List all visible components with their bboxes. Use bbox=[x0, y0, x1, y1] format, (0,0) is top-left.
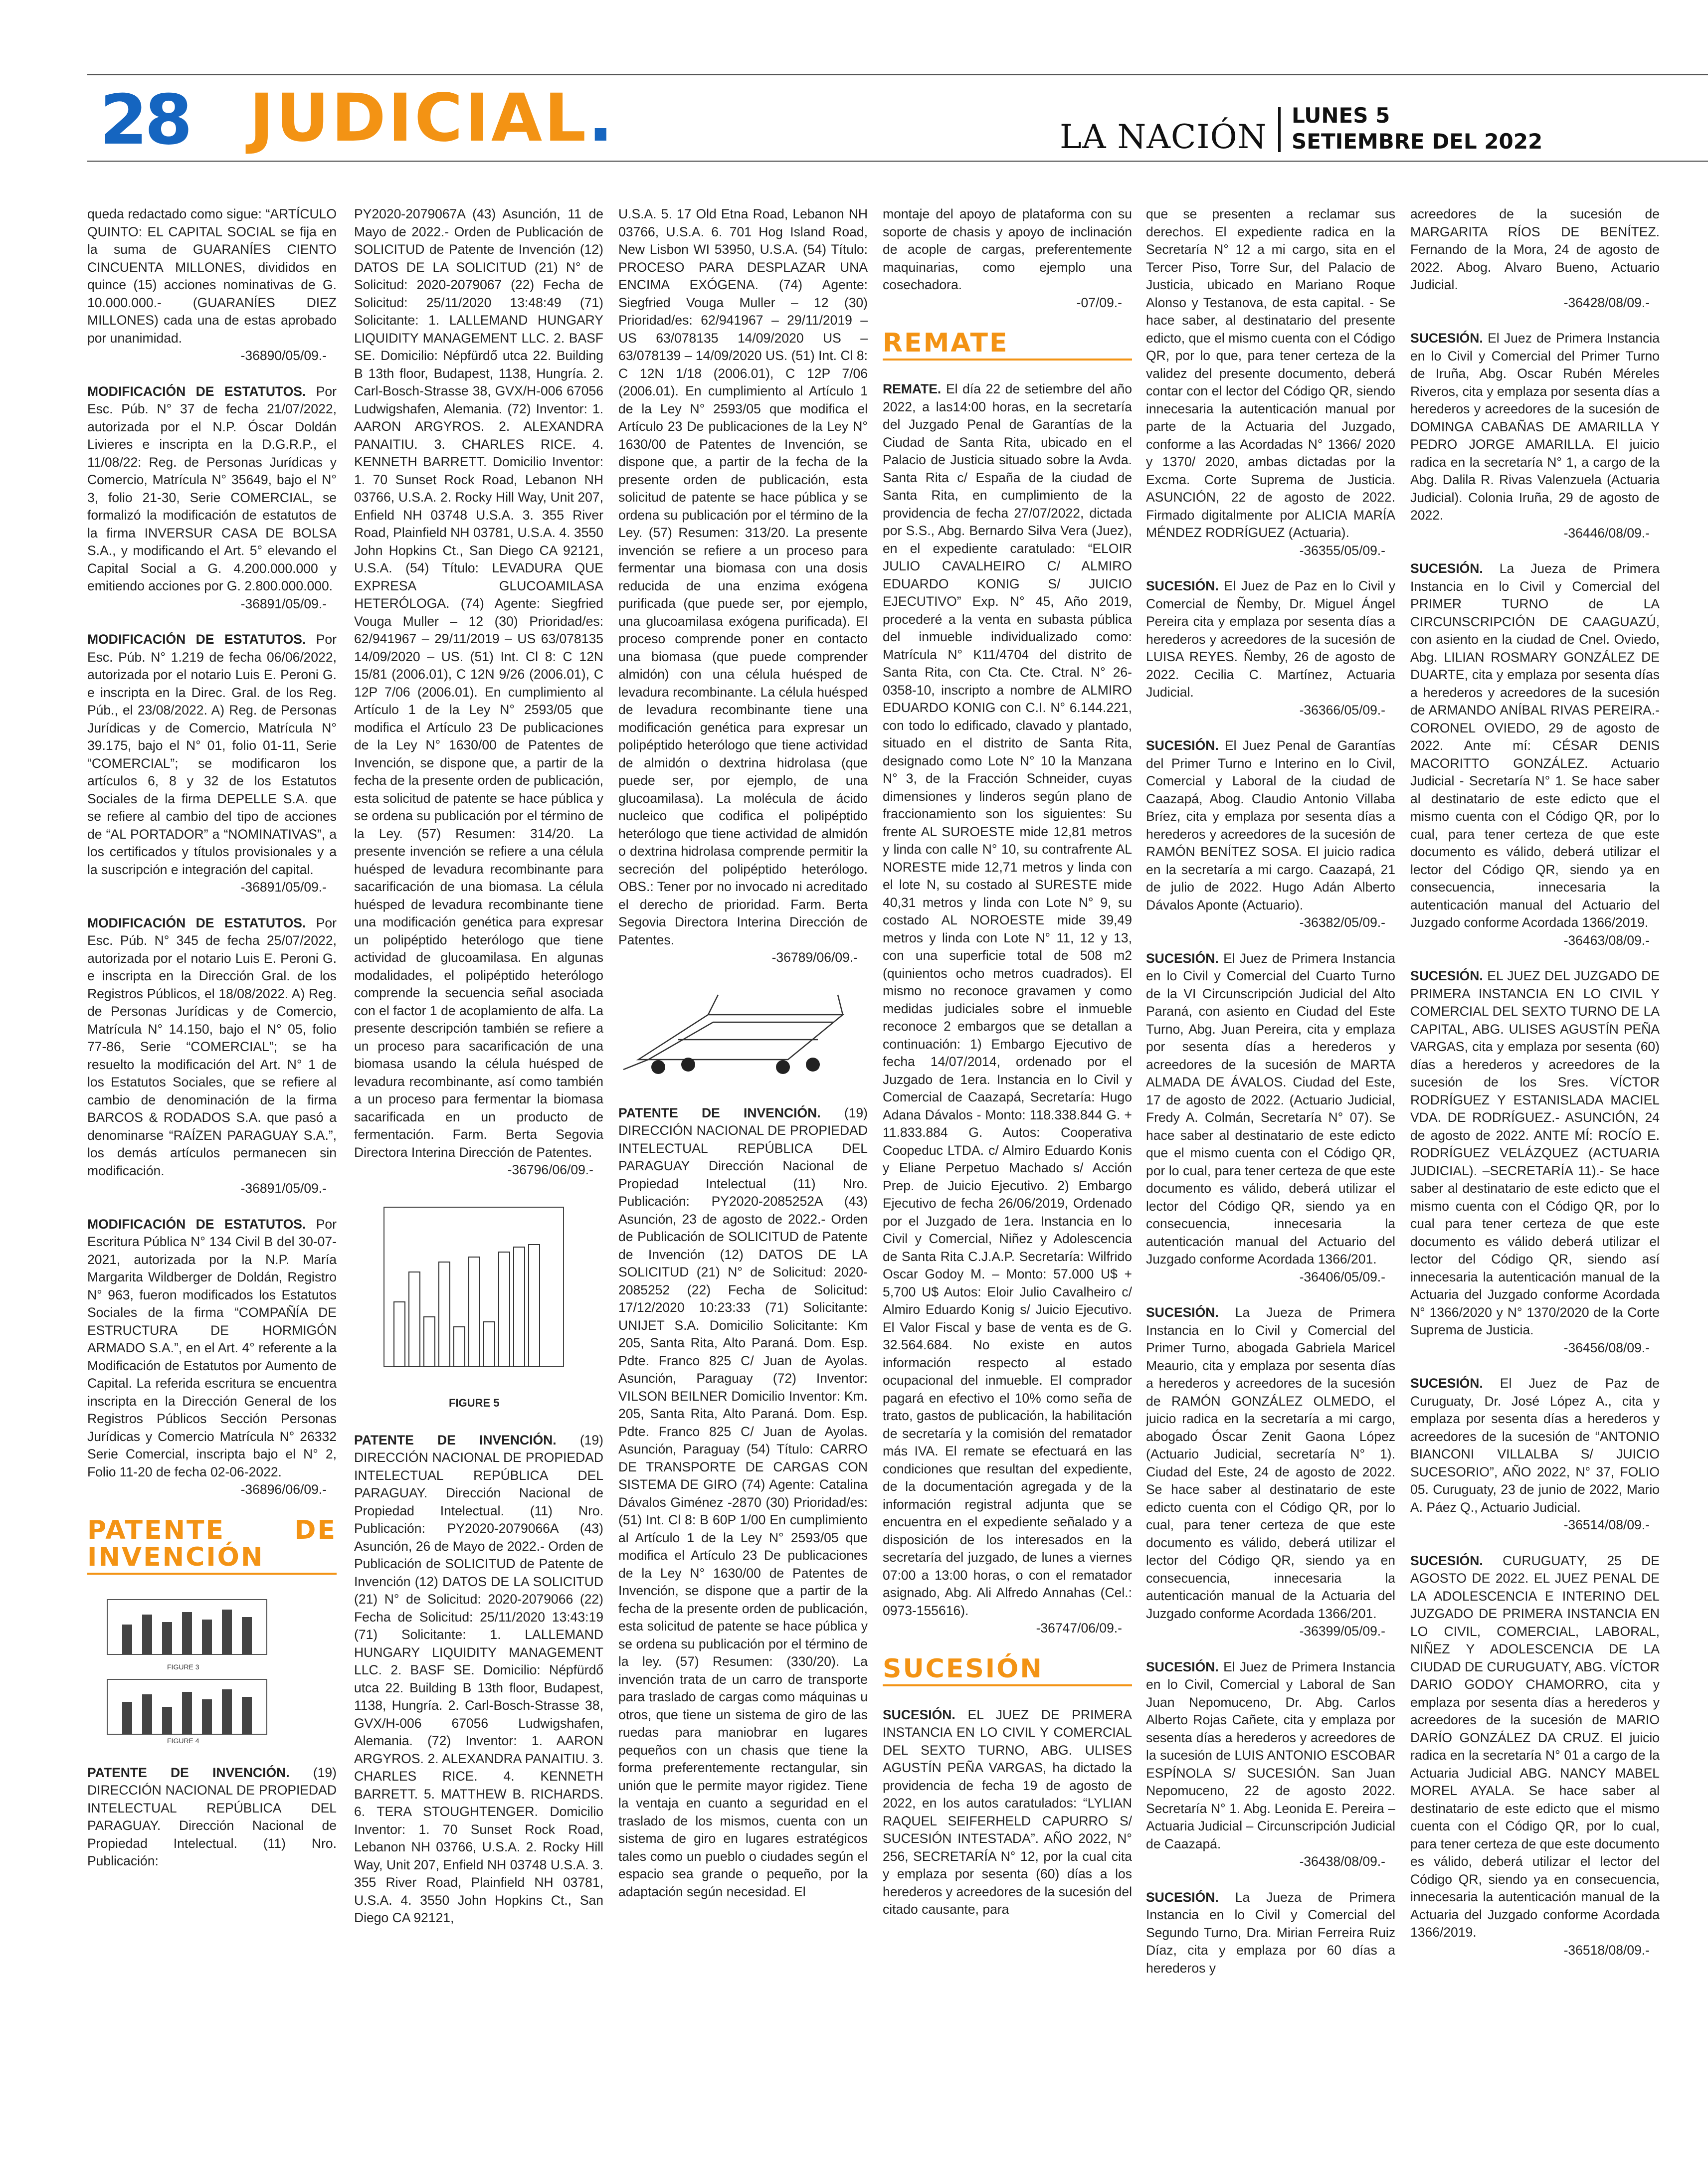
notice-text: (19) DIRECCIÓN NACIONAL DE PROPIEDAD INTELECTUAL REPÚBLICA DEL PARAGUAY Dirección Nacional de Propiedad Intelectual (11) Nro. Publicación: PY2020-2085252A (43) Asunción, 23 de agosto de 2022.- Orden de Publicación de SOLICITUD de Patente de Invención (12) DATOS DE LA SOLICITUD (21) N° de Solicitud: 2020-2085252 (22) Fecha de Solicitud: 17/12/2020 10:23:33 (71) Solicitante: UNIJET S.A. Domicilio Solicitante: Km 205, Santa Rita, Alto Paraná. Dom. Esp. Pdte. Franco 825 C/ Juan de Ayolas. Asunción, Paraguay (72) Inventor: VILSON BEILNER Domicilio Inventor: Km. 205, Santa Rita, Alto Paraná. Dom. Esp. Pdte. Franco 825 C/ Juan de Ayolas. Asunción, Paraguay (54) Título: CARRO DE TRANSPORTE DE CARGAS CON SISTEMA DE GIRO (74) Agente: Catalina Dávalos Giménez -2870 (30) Prioridad/es: (51) Int. Cl 8: B 60P 1/00 En cumplimiento al Artículo 1 de la Ley N° 2593/05 que modifica el Artículo 23 De publicaciones de la Ley N° 1630/00 de Patentes de Invención, se dispone que a partir de la fecha de la presente orden de publicación, esta solicitud de patente se hace pública y se ordena su publicación por el término de la ley. (57) Resumen: (330/20). La invención trata de un carro de transporte para traslado de cargas como máquinas u otros, que tiene un sistema de giro de las ruedas para maniobrar en lugares pequeños con un chasis que tiene la forma preferentemente rectangular, sin unión que le permite mayor rigidez. Tiene la ventaja en cuanto a seguridad en el traslado de los mismos, cuenta con un sistema de giro en lugares estratégicos tales como un pueblo o ciudades según el espacio sea grande o pequeño, por la adaptación según necesidad. El bbox=[618, 1105, 868, 1899]
column-1 bbox=[87, 205, 337, 2150]
notice-text: que se presenten a reclamar sus derechos. El expediente radica en la Secretaría N° 12 a mi cargo, sita en el Tercer Piso, Torre Sur, del Palacio de Justicia, ubicado en Mariano Roque Alonso y Testanova, de esta capital. - Se hace saber, al destinatario del presente edicto, que el mismo cuenta con el Código QR, por lo que, para tener certeza de la validez del presente documento, deberá contar con el lector del Código QR, siendo innecesaria la autenticación manual por parte de la Actuaria del Juzgado, conforme a las Acordadas N° 1366/ 2020 y 1370/ 2020, ambas dictadas por la Excma. Corte Suprema de Justicia. ASUNCIÓN, 22 de agosto de 2022. Firmado digitalmente por ALICIA MARÍA MÉNDEZ RODRÍGUEZ (Actuaria). bbox=[1146, 206, 1395, 540]
notice-text: El Juez de Primera Instancia en lo Civil, Comercial y Laboral de San Juan Nepomuceno, Dr. Abg. Carlos Alberto Rojas Cañete, cita y emplaza por sesenta días a herederos y acreedores de la sucesión de LUIS ANTONIO ESCOBAR ESPÍNOLA S/ SUCESIÓN. San Juan Nepomuceno, 22 de agosto 2022. Secretaría N° 1. Abg. Leonida E. Pereira – Actuaria Judicial – Circunscripción Judicial de Caazapá. bbox=[1146, 1659, 1395, 1851]
notice-paragraph bbox=[1410, 967, 1660, 1357]
notice-text: EL JUEZ DE PRIMERA INSTANCIA EN LO CIVIL Y COMERCIAL DEL SEXTO TURNO, ABG. ULISES AGUSTÍN PEÑA VARGAS, ha dictado la providencia de fecha 19 de agosto de 2022, en los autos caratulados: “LYLIAN RAQUEL SEIFERHELD CAPURRO S/ SUCESIÓN INTESTADA”. AÑO 2022, N° 256, SECRETARÍA N° 12, por la cual cita y emplaza por sesenta (60) días a los herederos y acreedores de la sucesión del citado causante, para bbox=[883, 1707, 1132, 1917]
notice-text: El Juez Penal de Garantías del Primer Turno e Interino en lo Civil, Comercial y Laboral de la ciudad de Caazapá, Abog. Claudio Antonio Villaba Bríez, cita y emplaza por sesenta días a herederos y acreedores de la sucesión de RAMÓN BENÍTEZ SOSA. El juicio radica en la secretaría a mi cargo. Caazapá, 21 de julio de 2022. Hugo Adán Alberto Dávalos Aponte (Actuario). bbox=[1146, 738, 1395, 912]
notice-text: acreedores de la sucesión de MARGARITA RÍOS DE BENÍTEZ. Fernando de la Mora, 24 de agosto de 2022. Abog. Alvaro Bueno, Actuario Judicial. bbox=[1410, 206, 1660, 292]
notice-heading: MODIFICACIÓN DE ESTATUTOS. bbox=[87, 1216, 306, 1232]
column-6 bbox=[1410, 205, 1660, 2150]
newspaper-logo: LA NACIÓN bbox=[1060, 118, 1267, 156]
notice-text: La Jueza de Primera Instancia en lo Civil y Comercial del PRIMER TURNO de LA CIRCUNSCRIPCIÓN DE CAAGUAZÚ, con asiento en la ciudad de Cnel. Oviedo, Abg. LILIAN ROSMARY GONZÁLEZ DE DUARTE, cita y emplaza por sesenta días a herederos y acreedores de la sucesión de ARMANDO ANÍBAL RIVAS PEREIRA.- CORONEL OVIEDO, 29 de agosto de 2022. Ante mí: CÉSAR DENIS MACORITTO GONZÁLEZ. Actuario Judicial - Secretaría N° 1. Se hace saber al destinatario de este edicto que el mismo cuenta con el Código QR, por lo cual, para tener certeza de que este documento es válido, deberá utilizar el lector del Código QR, siendo ya en consecuencia, innecesaria la autenticación manual del Actuario del Juzgado conforme Acordada 1366/2019. bbox=[1410, 561, 1660, 930]
notice-text: La Jueza de Primera Instancia en lo Civil y Comercial del Primer Turno, abogada Gabriela Maricel Meaurio, cita y emplaza por sesenta días a herederos y acreedores de la sucesión de RAMÓN GONZÁLEZ OLMEDO, el juicio radica en la secretaría a mi cargo, abogado Óscar Zenit Gaona López (Actuario Judicial, secretaría N° 1). Ciudad del Este, 24 de agosto de 2022. Se hace saber al destinatario de este edicto cuenta con el Código QR, por lo cual, para tener certeza de que este documento es válido, deberá utilizar el lector del Código QR, siendo ya en consecuencia, innecesaria la autenticación manual de la Actuaria del Juzgado conforme Acordada 1366/201. bbox=[1146, 1305, 1395, 1621]
notice-ref: -36891/05/09.- bbox=[240, 1181, 327, 1196]
notice-text: El Juez de Primera Instancia en lo Civil y Comercial del Primer Turno de Iruña, Abg. Oscar Rubén Méreles Riveros, cita y emplaza por sesenta días a herederos y acreedores de la sucesión de DOMINGA CABAÑAS DE AMARILLA Y PEDRO JORGE AMARILLA. El juicio radica en la secretaría N° 1, a cargo de la Abg. Dalila R. Rivas Valenzuela (Actuaria Judicial). Colonia Iruña, 29 de agosto de 2022. bbox=[1410, 331, 1660, 523]
notice-paragraph bbox=[1146, 737, 1395, 932]
top-rule bbox=[87, 74, 1708, 75]
notice-heading: SUCESIÓN. bbox=[1146, 950, 1219, 966]
notice-paragraph bbox=[87, 631, 337, 897]
notice-heading: MODIFICACIÓN DE ESTATUTOS. bbox=[87, 383, 306, 399]
notice-text: montaje del apoyo de plataforma con su soporte de chasis y apoyo de inclinación de acople de cargas, preferentemente maquinarias, como ejemplo una cosechadora. bbox=[883, 206, 1132, 292]
notice-heading: SUCESIÓN. bbox=[1146, 1305, 1219, 1320]
column-5 bbox=[1146, 205, 1395, 2150]
notice-ref: -36896/06/09.- bbox=[240, 1482, 327, 1497]
notice-ref: -36796/06/09.- bbox=[507, 1162, 593, 1177]
notice-heading: SUCESIÓN. bbox=[1146, 1659, 1219, 1674]
notice-heading: SUCESIÓN. bbox=[1410, 1553, 1483, 1568]
notice-heading: REMATE. bbox=[883, 381, 942, 396]
notice-text: El Juez de Paz en lo Civil y Comercial de Ñemby, Dr. Miguel Ángel Pereira cita y emplaza por sesenta días a herederos y acreedores de la sucesión de LUISA REYES. Ñemby, 26 de agosto de 2022. Cecilia C. Martínez, Actuaria Judicial. bbox=[1146, 578, 1395, 700]
notice-text: Por Escritura Pública N° 134 Civil B del 30-07-2021, autorizada por la N.P. María Margarita Wildberger de Doldán, Registro N° 963, fueron modificados los Estatutos Sociales de la firma “COMPAÑÍA DE ESTRUCTURA DE HORMIGÓN ARMADO S.A.”, en el Art. 4° referente a la Modificación de Estatutos por Aumento de Capital. La referida escritura se encuentra inscripta en la Dirección General de los Registros Públicos Sección Personas Jurídicas y Comercio Matrícula N° 26332 Serie Comercial, inscripta bajo el N° 2, Folio 11-20 de fecha 02-06-2022. bbox=[87, 1216, 337, 1479]
column-2 bbox=[354, 205, 603, 2150]
page-number: 28 bbox=[100, 80, 190, 160]
notice-paragraph bbox=[354, 1432, 603, 1927]
notice-text: El día 22 de setiembre del año 2022, a las14:00 horas, en la secretaría del Juzgado Penal de Garantías de la Ciudad de Santa Rita, ubicado en el Palacio de Justicia situado sobre la Avda. Santa Rita c/ España de la ciudad de Santa Rita, en cumplimiento de la providencia de fecha 27/07/2022, dictada por S.S., Abg. Bernardo Silva Vera (Juez), en el expediente caratulado: “ELOIR JULIO CAVALHEIRO C/ ALMIRO EDUARDO KONIG S/ JUICIO EJECUTIVO” Exp. N° 45, Año 2019, procederé a la venta en subasta pública del inmueble individualizado como: Matrícula N° K11/4704 del distrito de Santa Rita, con Cta. Cte. Ctral. N° 26-0358-10, inscripto a nombre de ALMIRO EDUARDO KONIG con C.I. N° 6.144.221, con todo lo edificado, clavado y plantado, situado en el distrito de Santa Rita, designado como Lote N° 10 la Manzana N° 3, de la Fracción Schneider, cuyas dimensiones y linderos según plano de fraccionamiento son los siguientes: Su frente AL SUROESTE mide 12,81 metros y linda con calle N° 10, su contrafrente AL NORESTE mide 12,71 metros y linda con el lote N, su costado al SURESTE mide 40,31 metros y linda con Lote N° 9, su costado AL NOROESTE mide 39,49 metros y linda con Lote N° 11, 12 y 13, con una superficie total de 508 m2 (quinientos ocho metros cuadrados). El mismo no reconoce gravamen y como medidas judiciales sobre el inmueble reconoce 2 embargos que se detallan a continuación: 1) Embargo Ejecutivo de fecha 14/07/2014, ordenado por el Juzgado de 1era. Instancia en lo Civil y Comercial de Caazapá, Secretaría: Hugo Adana Dávalos - Monto: 118.338.844 G. + 11.833.884 G. Autos: Cooperativa Coopeduc LTDA. c/ Almiro Eduardo Konis y Eliane Perpetuo Machado s/ Acción Prep. de Juicio Ejecutivo. 2) Embargo Ejecutivo de fecha 26/06/2019, Ordenado por el Juzgado de 1era. Instancia en lo Civil y Comercial, Niñez y Adolescencia de Santa Rita C.J.A.P. Secretaría: Wilfrido Oscar Godoy M. – Monto: 57.000 U$ + 5,700 U$ Autos: Eloir Julio Cavalheiro c/ Almiro Eduardo Konig s/ Juicio Ejecutivo. El Valor Fiscal y base de venta es de G. 32.564.684. No existe en autos información respecto al estado ocupacional del inmueble. El comprador pagará en efectivo el 10% como seña de trato, gastos de publicación, la habilitación de secretaría y la comisión del rematador más IVA. El remate se efectuará en las condiciones que resultan del expediente, de la documentación agregada y de la información registral adjunta que se encuentra en el expediente señalado y a disposición de los interesados en la secretaría del juzgado, de lunes a viernes 07:00 a 13:00 horas, o con el rematador asignado, Abg. Ali Alfredo Annahas (Cel.: 0973-155616). bbox=[883, 381, 1132, 1618]
notice-text: (19) DIRECCIÓN NACIONAL DE PROPIEDAD INTELECTUAL REPÚBLICA DEL PARAGUAY. Dirección Nacional de Propiedad Intelectual. (11) Nro. Publicación: PY2020-2079066A (43) Asunción, 26 de Mayo de 2022.- Orden de Publicación de SOLICITUD de Patente de Invención (12) DATOS DE LA SOLICITUD (21) N° de Solicitud: 2020-2079066 (22) Fecha de Solicitud: 25/11/2020 13:43:19 (71) Solicitante: 1. LALLEMAND HUNGARY LIQUIDITY MANAGEMENT LLC. 2. BASF SE. Domicilio: Népfürdő utca 22. Building B 13th floor, Budapest, 1138, Hungría. 2. Carl-Bosch-Strasse 38, GVX/H-006 67056 Ludwigshafen, Alemania. (72) Inventor: 1. AARON ARGYROS. 2. ALEXANDRA PANAITIU. 3. CHARLES RICE. 4. KENNETH BARRETT. 5. MATTHEW B. RICHARDS. 6. TERA STOUGHTENGER. Domicilio Inventor: 1. 70 Sunset Rock Road, Lebanon NH 03766, U.S.A. 2. Rocky Hill Way, Unit 207, Enfield NH 03748 U.S.A. 3. 355 River Road, Plainfield NH 03781, U.S.A. 4. 3550 John Hopkins Ct., San Diego CA 92121, bbox=[354, 1432, 603, 1925]
notice-ref: -36355/05/09.- bbox=[1299, 543, 1385, 558]
notice-ref: -36514/08/09.- bbox=[1563, 1517, 1650, 1532]
notice-text: U.S.A. 5. 17 Old Etna Road, Lebanon NH 03766, U.S.A. 6. 701 Hog Island Road, New Lisbon WI 53950, U.S.A. (54) Título: PROCESO PARA DESPLAZAR UNA ENCIMA EXÓGENA. (74) Agente: Siegfried Vouga Muller – 12 (30) Prioridad/es: 62/941967 – 29/11/2019 – US 63/078135 14/09/2020 US – 63/078139 – 14/09/2020 US. (51) Int. Cl 8: C 12N 1/18 (2006.01), C 12P 7/06 (2006.01). En cumplimiento al Artículo 1 de la Ley N° 2593/05 que modifica el Artículo 23 De publicaciones de la Ley N° 1630/00 de Patentes de Invención, se dispone que, a partir de la fecha de la presente orden de publicación, esta solicitud de patente se hace pública y se ordena su publicación por el término de la Ley. (57) Resumen: 313/20. La presente invención se refiere a un proceso para fermentar una biomasa con una dosis reducida de una enzima exógena purificada (que puede ser, por ejemplo, una glucoamilasa exógena purificada). El proceso comprende poner en contacto una biomasa (que puede comprender almidón) con una célula huésped de levadura recombinante. La célula huésped de levadura recombinante tiene una modificación genética para expresar un polipéptido heterólogo que tiene actividad de almidón o dextrina hidrolasa (que puede ser, por ejemplo, de una glucoamilasa). La molécula de ácido nucleico que codifica el polipéptido heterólogo que tiene actividad de almidón o dextrina hidrolasa comprende permitir la secreción del polipéptido heterólogo. OBS.: Tener por no invocado ni acreditado el derecho de prioridad. Farm. Berta Segovia Directora Interina Dirección de Patentes. bbox=[618, 206, 868, 947]
notice-paragraph bbox=[1410, 330, 1660, 542]
notice-ref: -36518/08/09.- bbox=[1563, 1942, 1650, 1958]
patent-figure-5 bbox=[354, 1197, 593, 1412]
notice-paragraph bbox=[1410, 205, 1660, 312]
section-title-text: JUDICIAL bbox=[249, 80, 588, 157]
notice-heading: SUCESIÓN. bbox=[1146, 738, 1219, 753]
column-4 bbox=[883, 205, 1132, 2150]
notice-heading: SUCESIÓN. bbox=[1410, 331, 1483, 346]
notice-paragraph bbox=[1410, 1552, 1660, 1960]
notice-heading: SUCESIÓN. bbox=[1410, 1376, 1483, 1391]
issue-full-date: SETIEMBRE DEL 2022 bbox=[1292, 129, 1543, 154]
notice-ref: -36406/05/09.- bbox=[1299, 1269, 1385, 1284]
notice-heading: PATENTE DE INVENCIÓN. bbox=[354, 1432, 557, 1448]
notice-paragraph bbox=[618, 1104, 868, 1901]
notice-heading: SUCESIÓN. bbox=[1146, 578, 1219, 593]
section-title bbox=[249, 80, 615, 157]
figure-3-label: FIGURE 3 bbox=[167, 1662, 199, 1671]
notice-ref: -36891/05/09.- bbox=[240, 596, 327, 611]
notice-ref: -36366/05/09.- bbox=[1299, 702, 1385, 718]
section-heading-patente: PATENTE DE INVENCIÓN bbox=[87, 1517, 337, 1575]
notice-paragraph bbox=[883, 205, 1132, 312]
notice-paragraph bbox=[87, 1216, 337, 1499]
notice-text: EL JUEZ DEL JUZGADO DE PRIMERA INSTANCIA EN LO CIVIL Y COMERCIAL DEL SEXTO TURNO DE LA CAPITAL, ABG. ULISES AGUSTÍN PEÑA VARGAS, cita y emplaza por sesenta (60) días a herederos y acreedores de la sucesión de los Sres. VÍCTOR RODRÍGUEZ Y ESTANISLADA MACIEL VDA. DE RODRÍGUEZ.- ASUNCIÓN, 24 de agosto de 2022. ANTE MÍ: ROCÍO E. RODRÍGUEZ VELÁZQUEZ (ACTUARIA JUDICIAL). –SECRETARÍA 11).- Se hace saber al destinatario de este edicto que el mismo cuenta con el Código QR, por lo cual para tener certeza de que este documento es válido deberá utilizar el lector del Código QR, siendo así innecesaria la autenticación manual de la Actuaria del Juzgado conforme Acordada N° 1366/2020 y N° 1370/2020 de la Corte Suprema de Justicia. bbox=[1410, 968, 1660, 1337]
notice-text: El Juez de Primera Instancia en lo Civil y Comercial del Cuarto Turno de la VI Circunscripción Judicial del Alto Paraná, con asiento en Ciudad del Este Turno, Abg. Juan Pereira, cita y emplaza por sesenta días a herederos y acreedores de la sucesión de MARTA ALMADA DE ÁVALOS. Ciudad del Este, 17 de agosto de 2022. (Actuario Judicial, Fredy A. Colmán, Secretaría N° 07). Se hace saber al destinatario de este edicto que el mismo cuenta con el Código QR, por lo cual, para tener certeza de que este documento es válido, deberá utilizar el lector del Código QR, siendo ya en consecuencia, innecesaria la autenticación manual del Actuario del Juzgado conforme Acordada 1366/201. bbox=[1146, 950, 1395, 1267]
patent-figure-3-4 bbox=[87, 1595, 297, 1744]
column-3 bbox=[618, 205, 868, 2150]
section-heading-remate: REMATE bbox=[883, 330, 1132, 361]
notice-ref: -36399/05/09.- bbox=[1299, 1624, 1385, 1638]
notice-text: CURUGUATY, 25 DE AGOSTO DE 2022. EL JUEZ PENAL DE LA ADOLESCENCIA E INTERINO DEL JUZGADO DE PRIMERA INSTANCIA EN LO CIVIL, COMERCIAL, LABORAL, NIÑEZ Y ADOLESCENCIA DE LA CIUDAD DE CURUGUATY, ABG. VÍCTOR DARIO GODOY CHAMORRO, cita y emplaza por sesenta días a herederos y acreedores de la sucesión de MARIO DARÍO GONZÁLEZ DA CRUZ. El juicio radica en la secretaría N° 01 a cargo de la Actuaria Judicial ABG. NANCY MABEL MOREL AYALA. Se hace saber al destinatario de este edicto que el mismo cuenta con el Código QR, por lo cual, para tener certeza de que este documento es válido, deberá utilizar el lector del Código QR, siendo ya en consecuencia, innecesaria la autenticación manual de la Actuaria del Juzgado conforme Acordada 1366/2019. bbox=[1410, 1553, 1660, 1940]
notice-heading: MODIFICACIÓN DE ESTATUTOS. bbox=[87, 915, 306, 930]
notice-heading: SUCESIÓN. bbox=[883, 1707, 955, 1722]
notice-ref: -36456/08/09.- bbox=[1563, 1340, 1650, 1355]
notice-paragraph bbox=[87, 383, 337, 613]
issue-day: LUNES 5 bbox=[1292, 103, 1390, 128]
notice-ref: -36438/08/09.- bbox=[1299, 1854, 1385, 1869]
notice-ref: -36382/05/09.- bbox=[1299, 915, 1385, 930]
notice-paragraph bbox=[1146, 205, 1395, 559]
notice-paragraph bbox=[1146, 1304, 1395, 1640]
notice-paragraph bbox=[87, 914, 337, 1198]
notice-text: Por Esc. Púb. N° 1.219 de fecha 06/06/2022, autorizada por el notario Luis E. Peroni G. e inscripta en la Direc. Gral. de los Reg. Púb., el 23/08/2022. A) Reg. de Personas Jurídicas y de Comercio, Matrícula N° 39.175, bajo el N° 01, folio 01-11, Serie “COMERCIAL”; se modificaron los artículos 6, 8 y 32 de los Estatutos Sociales de la firma DEPELLE S.A. que se refiere al cambio del tipo de acciones de “AL PORTADOR” a “NOMINATIVAS”, a los certificados y títulos provisionales y a la suscripción e integración del capital. bbox=[87, 632, 337, 877]
notice-text: El Juez de Paz de Curuguaty, Dr. José López A., cita y emplaza por sesenta días a herederos y acreedores de la sucesión de “ANTONIO BIANCONI VILLALBA S/ JUICIO SUCESORIO”, AÑO 2022, N° 37, FOLIO 05. Curuguaty, 23 de junio de 2022, Mario A. Páez Q., Actuario Judicial. bbox=[1410, 1376, 1660, 1515]
notice-heading: PATENTE DE INVENCIÓN. bbox=[87, 1765, 290, 1780]
notice-ref: -36446/08/09.- bbox=[1563, 525, 1650, 541]
notice-text: Por Esc. Púb. N° 37 de fecha 21/07/2022, autorizada por el N.P. Óscar Doldán Livieres e inscripta en la D.G.R.P., el 11/08/22: Reg. de Personas Jurídicas y Comercio, Matrícula N° 35649, bajo el N° 3, folio 21-30, Serie COMERCIAL, se formalizó la modificación de estatutos de la firma INVERSUR CASA DE BOLSA S.A., y modificando el Art. 5° elevando el Capital Social a G. 4.200.000.000 y emitiendo acciones por G. 2.800.000.000. bbox=[87, 383, 337, 593]
notice-heading: PATENTE DE INVENCIÓN. bbox=[618, 1105, 821, 1120]
notice-heading: SUCESIÓN. bbox=[1146, 1889, 1219, 1905]
masthead-separator bbox=[1278, 107, 1281, 152]
notice-paragraph bbox=[618, 205, 868, 967]
figure-5-label: FIGURE 5 bbox=[449, 1396, 500, 1409]
notice-ref: -36890/05/09.- bbox=[240, 348, 327, 363]
notice-paragraph bbox=[1146, 1658, 1395, 1871]
notice-paragraph bbox=[1146, 950, 1395, 1286]
notice-text: PY2020-2079067A (43) Asunción, 11 de Mayo de 2022.- Orden de Publicación de SOLICITUD de Patente de Invención (12) DATOS DE LA SOLICITUD (21) N° de Solicitud: 2020-2079067 (22) Fecha de Solicitud: 25/11/2020 13:48:49 (71) Solicitante: 1. LALLEMAND HUNGARY LIQUIDITY MANAGEMENT LLC. 2. BASF SE. Domicilio: Népfürdő utca 22. Building B 13th floor, Budapest, 1138, Hungría. 2. Carl-Bosch-Strasse 38, GVX/H-006 67056 Ludwigshafen, Alemania. (72) Inventor: 1. AARON ARGYROS. 2. ALEXANDRA PANAITIU. 3. CHARLES RICE. 4. KENNETH BARRETT. Domicilio Inventor: 1. 70 Sunset Rock Road, Lebanon NH 03766, U.S.A. 2. Rocky Hill Way, Unit 207, Enfield NH 03748 U.S.A. 3. 355 River Road, Plainfield NH 03781, U.S.A. 4. 3550 John Hopkins Ct., San Diego CA 92121, U.S.A. (54) Título: LEVADURA QUE EXPRESA GLUCOAMILASA HETERÓLOGA. (74) Agente: Siegfried Vouga Muller – 12 (30) Prioridad/es: 62/941967 – 29/11/2019 – US 63/078135 14/09/2020 – US. (51) Int. Cl 8: C 12N 15/81 (2006.01), C 12N 9/26 (2006.01), C 12P 7/06 (2006.01). En cumplimiento al Artículo 1 de la Ley N° 2593/05 que modifica el Artículo 23 De publicaciones de la Ley N° 1630/00 de Patentes de Invención, se dispone que, a partir de la fecha de la presente orden de publicación, esta solicitud de patente se hace pública y se ordena su publicación por el término de la Ley. (57) Resumen: 314/20. La presente invención se refiere a una célula huésped de levadura recombinante para sacarificación de una biomasa. La célula huésped de levadura recombinante tiene una modificación genética para expresar un polipéptido heterólogo que tiene actividad de glucoamilasa. En algunas modalidades, el polipéptido heterólogo comprende la secuencia señal asociada con el factor 1 de acoplamiento de alfa. La presente descripción también se refiere a un proceso para sacarificación de una biomasa usando la célula huésped de levadura recombinante, así como también a un proceso para fermentar la biomasa sacarificada en un producto de fermentación. Farm. Berta Segovia Directora Interina Dirección de Patentes. bbox=[354, 206, 603, 1160]
issue-date bbox=[1292, 103, 1542, 155]
notice-text: La Jueza de Primera Instancia en lo Civil y Comercial del Segundo Turno, Dra. Mirian Ferreira Ruiz Díaz, cita y emplaza por 60 días a herederos y bbox=[1146, 1889, 1395, 1976]
section-title-dot: . bbox=[588, 80, 615, 157]
notice-paragraph bbox=[1410, 1375, 1660, 1534]
notice-ref: -36891/05/09.- bbox=[240, 880, 327, 895]
notice-paragraph bbox=[354, 205, 603, 1179]
notice-paragraph bbox=[87, 205, 337, 365]
notice-ref: -36789/06/09.- bbox=[771, 950, 858, 965]
notice-heading: SUCESIÓN. bbox=[1410, 968, 1483, 983]
figure-4-label: FIGURE 4 bbox=[167, 1736, 199, 1744]
notice-ref: -36428/08/09.- bbox=[1563, 295, 1650, 310]
notice-ref: -36747/06/09.- bbox=[1036, 1621, 1122, 1635]
notice-paragraph bbox=[1146, 1889, 1395, 1978]
notice-text: Por Esc. Púb. N° 345 de fecha 25/07/2022, autorizada por el notario Luis E. Peroni G. e inscripta en la Dirección Gral. de los Registros Públicos, el 18/08/2022. A) Reg. de Personas Jurídicas y de Comercio, Matrícula N° 14.150, bajo el N° 05, folio 77-86, Serie “COMERCIAL”; se ha resuelto la modificación del Art. N° 1 de los Estatutos Sociales, que se refiere al cambio de denominación de la firma BARCOS & RODADOS S.A. que pasó a denominarse “RAÍZEN PARAGUAY S.A.”, los demás artículos permanecen sin modificación. bbox=[87, 915, 337, 1178]
notice-paragraph bbox=[883, 380, 1132, 1637]
notice-text: queda redactado como sigue: “ARTÍCULO QUINTO: EL CAPITAL SOCIAL se fija en la suma de GUARANÍES CIENTO CINCUENTA MILLONES, divididos en quince (15) acciones nominativas de G. 10.000.000.- (GUARANÍES DIEZ MILLONES) cada una de estas aprobado por unanimidad. bbox=[87, 206, 337, 346]
notice-heading: SUCESIÓN. bbox=[1410, 561, 1483, 576]
notice-paragraph bbox=[883, 1706, 1132, 1919]
notice-text: (19) DIRECCIÓN NACIONAL DE PROPIEDAD INTELECTUAL REPÚBLICA DEL PARAGUAY. Dirección Nacional de Propiedad Intelectual. (11) Nro. Publicación: bbox=[87, 1765, 337, 1868]
patent-trailer-drawing bbox=[618, 985, 858, 1085]
notice-paragraph bbox=[1410, 560, 1660, 949]
notice-ref: -36463/08/09.- bbox=[1563, 932, 1650, 948]
notice-ref: -07/09.- bbox=[1076, 295, 1122, 310]
notice-paragraph bbox=[1146, 577, 1395, 719]
notice-heading: MODIFICACIÓN DE ESTATUTOS. bbox=[87, 632, 306, 647]
header-bottom-rule bbox=[87, 161, 1708, 162]
notice-paragraph bbox=[87, 1764, 337, 1870]
section-heading-sucesion: SUCESIÓN bbox=[883, 1655, 1132, 1686]
